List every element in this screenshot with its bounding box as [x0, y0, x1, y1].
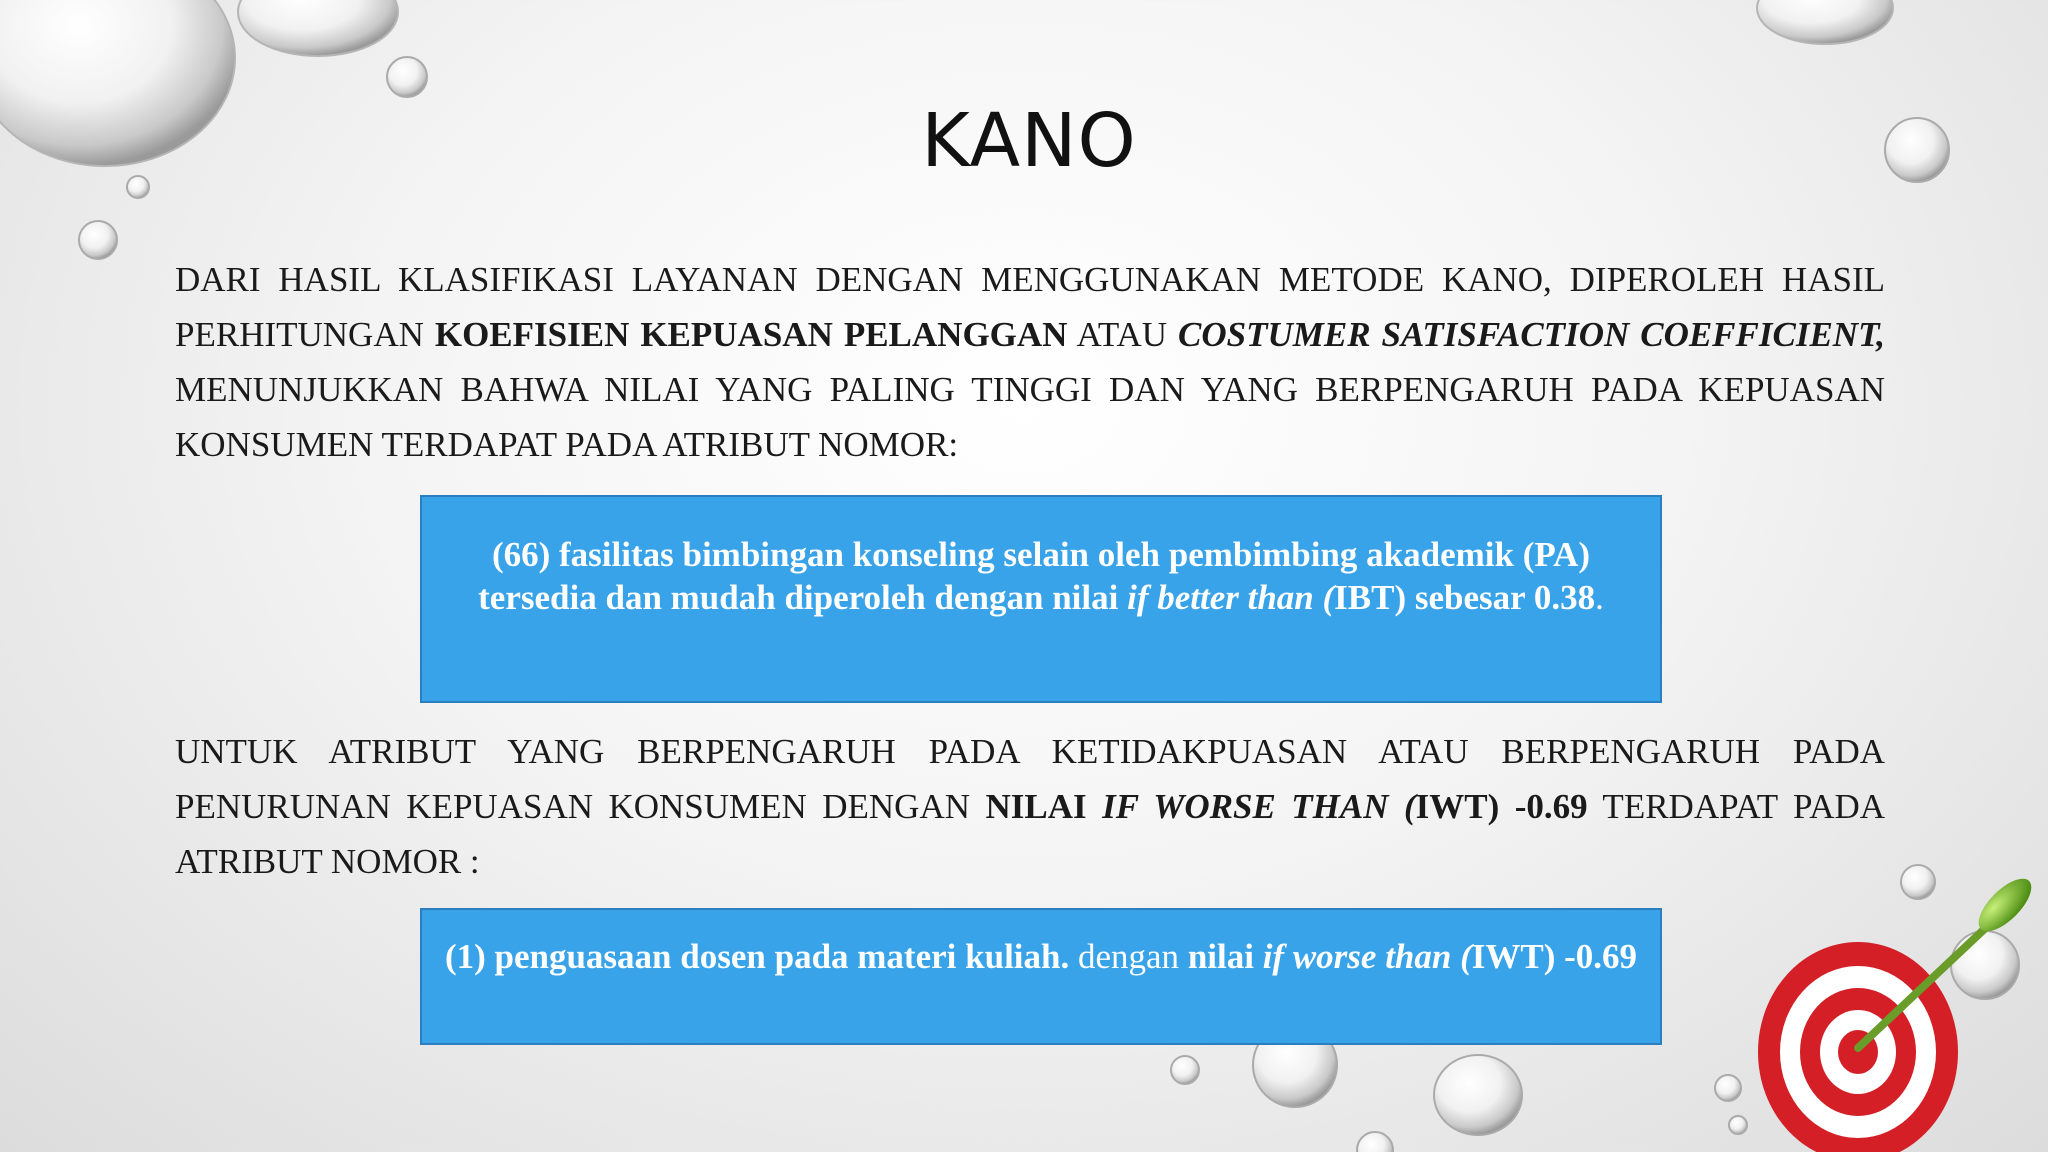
text-run: DARI HASIL KLASIFIKASI LAYANAN DENGAN MENGGUNAKAN METODE KANO, DIPEROLEH HASIL PERHITUNGAN	[175, 260, 1885, 354]
box-text: nilai	[1187, 937, 1263, 976]
bold-italic-term: COSTUMER SATISFACTION COEFFICIENT,	[1178, 315, 1885, 354]
box-italic-text: if better than (	[1127, 578, 1335, 617]
box-text: IWT) -0.69	[1471, 937, 1638, 976]
box-text: .	[1595, 578, 1604, 617]
dart-target-icon	[1758, 870, 2040, 1152]
text-run: UNTUK ATRIBUT YANG BERPENGARUH PADA KETIDAKPUASAN ATAU BERPENGARUH PADA PENURUNAN KEPUASAN KONSUMEN DENGAN	[175, 732, 1885, 826]
bold-term: IWT) -0.69	[1415, 787, 1588, 826]
box-text: dengan	[1069, 937, 1188, 976]
text-run: MENUNJUKKAN BAHWA NILAI YANG PALING TINGGI DAN YANG BERPENGARUH PADA KEPUASAN KONSUMEN TERDAPAT PADA ATRIBUT NOMOR:	[175, 370, 1885, 464]
paragraph-dissatisfaction	[175, 724, 1885, 889]
box-text: (66) fasilitas bimbingan konseling selain oleh pembimbing akademik (PA) tersedia dan mudah diperoleh dengan nilai	[478, 535, 1591, 617]
slide-title: KANO	[921, 98, 1137, 184]
box-italic-text: if worse than (	[1262, 937, 1472, 976]
bold-term: KOEFISIEN KEPUASAN PELANGGAN	[434, 315, 1068, 354]
text-run: ATAU	[1067, 315, 1178, 354]
text-run: TERDAPAT PADA ATRIBUT NOMOR :	[175, 787, 1886, 881]
box-text: IBT) sebesar 0.38	[1334, 578, 1596, 617]
highlight-box-attribute-1	[420, 908, 1662, 1045]
bold-italic-term: IF WORSE THAN (	[1102, 787, 1416, 826]
highlight-box-attribute-66	[420, 495, 1662, 703]
paragraph-highest-satisfaction	[175, 252, 1885, 472]
bold-term: NILAI	[985, 787, 1103, 826]
box-text: (1) penguasaan dosen pada materi kuliah.	[444, 937, 1070, 976]
